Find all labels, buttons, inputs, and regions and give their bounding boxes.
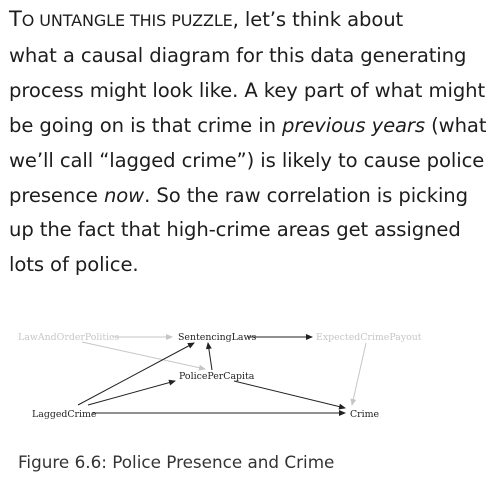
node-lagged-crime: LaggedCrime <box>32 409 97 420</box>
edge-police-to-sentencing <box>208 343 212 370</box>
paragraph-line-1 <box>9 2 461 39</box>
line-6-before: presence <box>9 183 104 207</box>
paragraph-line-7: up the fact that high-crime areas get assigned <box>9 218 461 242</box>
node-law-and-order-politics: LawAndOrderPolitics <box>18 332 120 343</box>
node-police-per-capita: PolicePerCapita <box>179 371 255 382</box>
edge-lagged-to-sentencing <box>78 343 194 405</box>
paragraph-line-5: we’ll call “lagged crime”) is likely to cause police <box>9 148 485 172</box>
paragraph-line-4 <box>9 109 486 144</box>
node-sentencing-laws: SentencingLaws <box>178 332 257 343</box>
paragraph-line-3: process might look like. A key part of what might <box>9 78 486 102</box>
paragraph-line-2: what a causal diagram for this data generating <box>9 43 467 67</box>
paragraph-line-6 <box>9 179 468 214</box>
edge-expected-to-crime <box>352 343 366 405</box>
node-expected-crime-payout: ExpectedCrimePayout <box>316 332 422 343</box>
line-1-rest: , let’s think about <box>232 8 404 31</box>
small-caps-lead: O UNTANGLE THIS PUZZLE <box>21 11 233 30</box>
emphasis-now: now <box>103 183 145 207</box>
emphasis-previous-years: previous years <box>282 113 425 137</box>
body-paragraph <box>9 2 486 283</box>
figure-caption: Figure 6.6: Police Presence and Crime <box>18 452 335 472</box>
line-4-after: (what <box>425 113 486 137</box>
causal-diagram <box>0 318 464 428</box>
node-crime: Crime <box>350 409 380 420</box>
line-6-after: . So the raw correlation is picking <box>144 183 468 207</box>
edge-police-to-crime <box>234 381 345 408</box>
paragraph-line-8: lots of police. <box>9 253 139 277</box>
line-4-before: be going on is that crime in <box>9 113 283 137</box>
drop-letter: T <box>9 7 22 31</box>
edge-politics-to-police <box>82 342 205 369</box>
